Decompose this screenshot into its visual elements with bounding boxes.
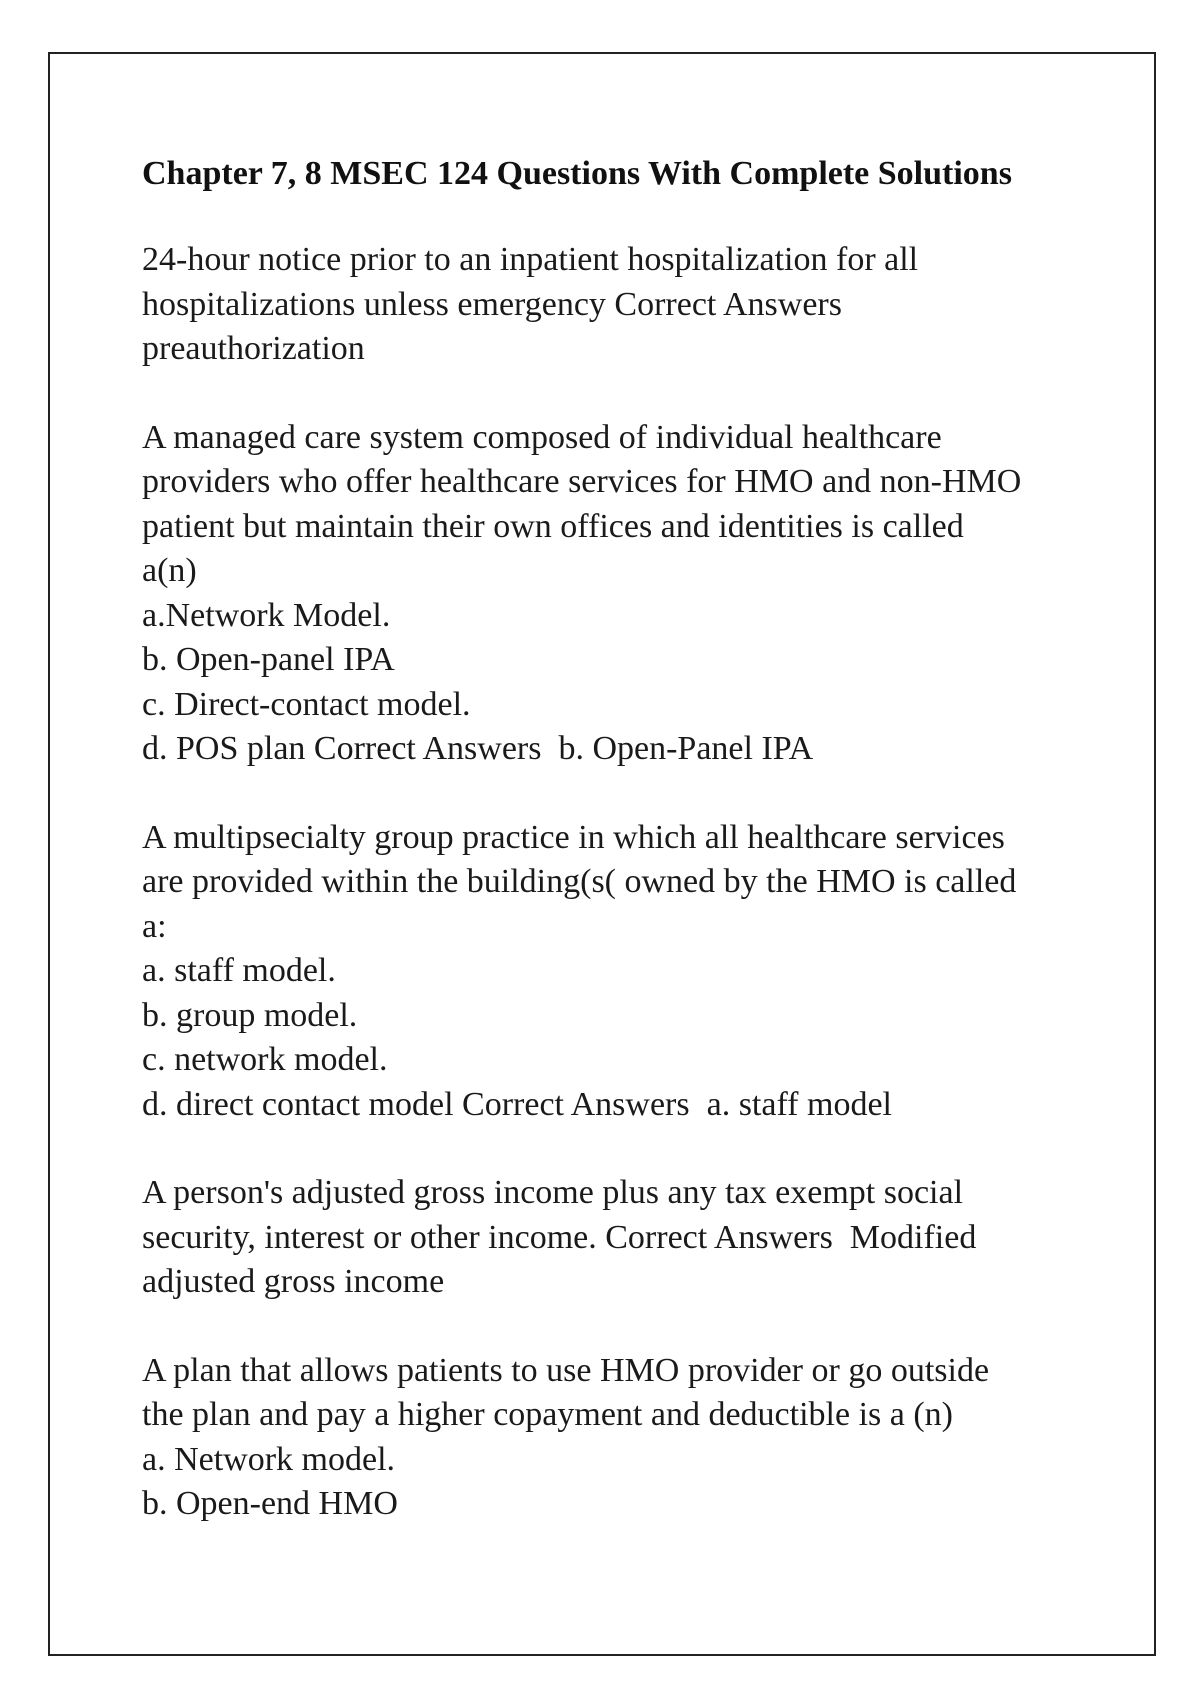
answer-option: b. Open-end HMO [142, 1485, 398, 1522]
entry-line: hospitalizations unless emergency Correct Answers [142, 285, 842, 323]
answer-option: c. network model. [142, 1041, 388, 1078]
entry-line: the plan and pay a higher copayment and deductible is a (n) [142, 1396, 953, 1433]
entry-line: patient but maintain their own offices and identities is called [142, 507, 964, 545]
entry-line: A multipsecialty group practice in which all healthcare services [142, 818, 1005, 856]
answer-option: a.Network Model. [142, 596, 391, 634]
entry-line: a(n) [142, 552, 197, 589]
answer-option: a. staff model. [142, 952, 336, 989]
entry-line: A managed care system composed of individual healthcare [142, 418, 942, 456]
entry-line: 24-hour notice prior to an inpatient hospitalization for all [142, 241, 919, 278]
answer-option: c. Direct-contact model. [142, 685, 471, 723]
qa-entry-open-end-hmo [142, 1349, 1082, 1527]
qa-entry-preauthorization [142, 238, 1082, 372]
answer-option: a. Network model. [142, 1440, 396, 1478]
qa-entry-staff-model [142, 816, 1082, 1128]
entry-line: A plan that allows patients to use HMO provider or go outside [142, 1351, 990, 1389]
qa-entry-open-panel-ipa [142, 416, 1082, 772]
answer-option: d. direct contact model Correct Answers a. staff model [142, 1085, 892, 1123]
answer-option: d. POS plan Correct Answers b. Open-Panel IPA [142, 730, 814, 767]
entry-line: security, interest or other income. Correct Answers Modified [142, 1218, 977, 1256]
answer-option: b. Open-panel IPA [142, 641, 395, 678]
qa-entry-modified-agi [142, 1171, 1082, 1305]
entry-line: are provided within the building(s( owned by the HMO is called [142, 863, 1017, 900]
entry-line: preauthorization [142, 330, 365, 367]
entry-line: providers who offer healthcare services for HMO and non-HMO [142, 463, 1022, 500]
document-content [142, 152, 1082, 1571]
entry-line: a: [142, 907, 167, 945]
entry-line: adjusted gross income [142, 1263, 445, 1300]
document-title: Chapter 7, 8 MSEC 124 Questions With Complete Solutions [142, 155, 1012, 192]
entry-line: A person's adjusted gross income plus any tax exempt social [142, 1174, 964, 1211]
answer-option: b. group model. [142, 996, 358, 1034]
